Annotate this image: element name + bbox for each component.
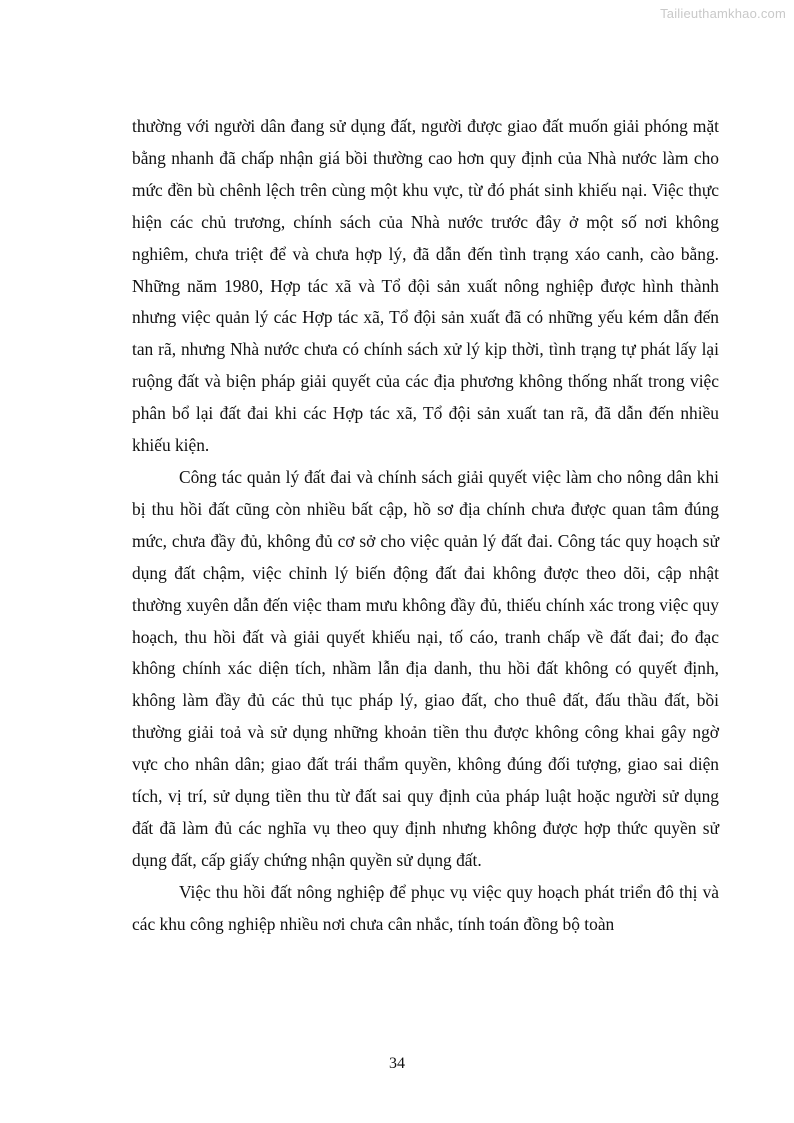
paragraph-2: Công tác quản lý đất đai và chính sách giải quyết việc làm cho nông dân khi bị thu hồi đất cũng còn nhiều bất cập, hồ sơ địa chính chưa được quan tâm đúng mức, chưa đầy đủ, không đủ cơ sở cho việc quản lý đất đai. Công tác quy hoạch sử dụng đất chậm, việc chỉnh lý biến động đất đai không được theo dõi, cập nhật thường xuyên dẫn đến việc tham mưu không đầy đủ, thiếu chính xác trong việc quy hoạch, thu hồi đất và giải quyết khiếu nại, tố cáo, tranh chấp về đất đai; đo đạc không chính xác diện tích, nhầm lẫn địa danh, thu hồi đất không có quyết định, không làm đầy đủ các thủ tục pháp lý, giao đất, cho thuê đất, đấu thầu đất, bồi thường giải toả và sử dụng những khoản tiền thu được không công khai gây ngờ vực cho nhân dân; giao đất trái thẩm quyền, không đúng đối tượng, giao sai diện tích, vị trí, sử dụng tiền thu từ đất sai quy định của pháp luật hoặc người sử dụng đất đã làm đủ các nghĩa vụ theo quy định nhưng không được hợp thức quyền sử dụng đất, cấp giấy chứng nhận quyền sử dụng đất. — [132, 466, 719, 870]
paragraph-3: Việc thu hồi đất nông nghiệp để phục vụ việc quy hoạch phát triển đô thị và các khu công nghiệp nhiều nơi chưa cân nhắc, tính toán đồng bộ toàn — [132, 881, 719, 934]
paragraph-1: thường với người dân đang sử dụng đất, người được giao đất muốn giải phóng mặt bằng nhanh đã chấp nhận giá bồi thường cao hơn quy định của Nhà nước làm cho mức đền bù chênh lệch trên cùng một khu vực, từ đó phát sinh khiếu nại. Việc thực hiện các chủ trương, chính sách của Nhà nước trước đây ở một số nơi không nghiêm, chưa triệt để và chưa hợp lý, đã dẫn đến tình trạng xáo canh, cào bằng. Những năm 1980, Hợp tác xã và Tổ đội sản xuất nông nghiệp được hình thành nhưng việc quản lý các Hợp tác xã, Tổ đội sản xuất đã có những yếu kém dẫn đến tan rã, nhưng Nhà nước chưa có chính sách xử lý kịp thời, tình trạng tự phát lấy lại ruộng đất và biện pháp giải quyết của các địa phương không thống nhất trong việc phân bổ lại đất đai khi các Hợp tác xã, Tổ đội sản xuất tan rã, đã dẫn đến nhiều khiếu kiện. — [132, 116, 719, 456]
page-body — [132, 111, 719, 941]
watermark: Tailieuthamkhao.com — [660, 6, 786, 21]
page-number: 34 — [389, 1055, 405, 1072]
